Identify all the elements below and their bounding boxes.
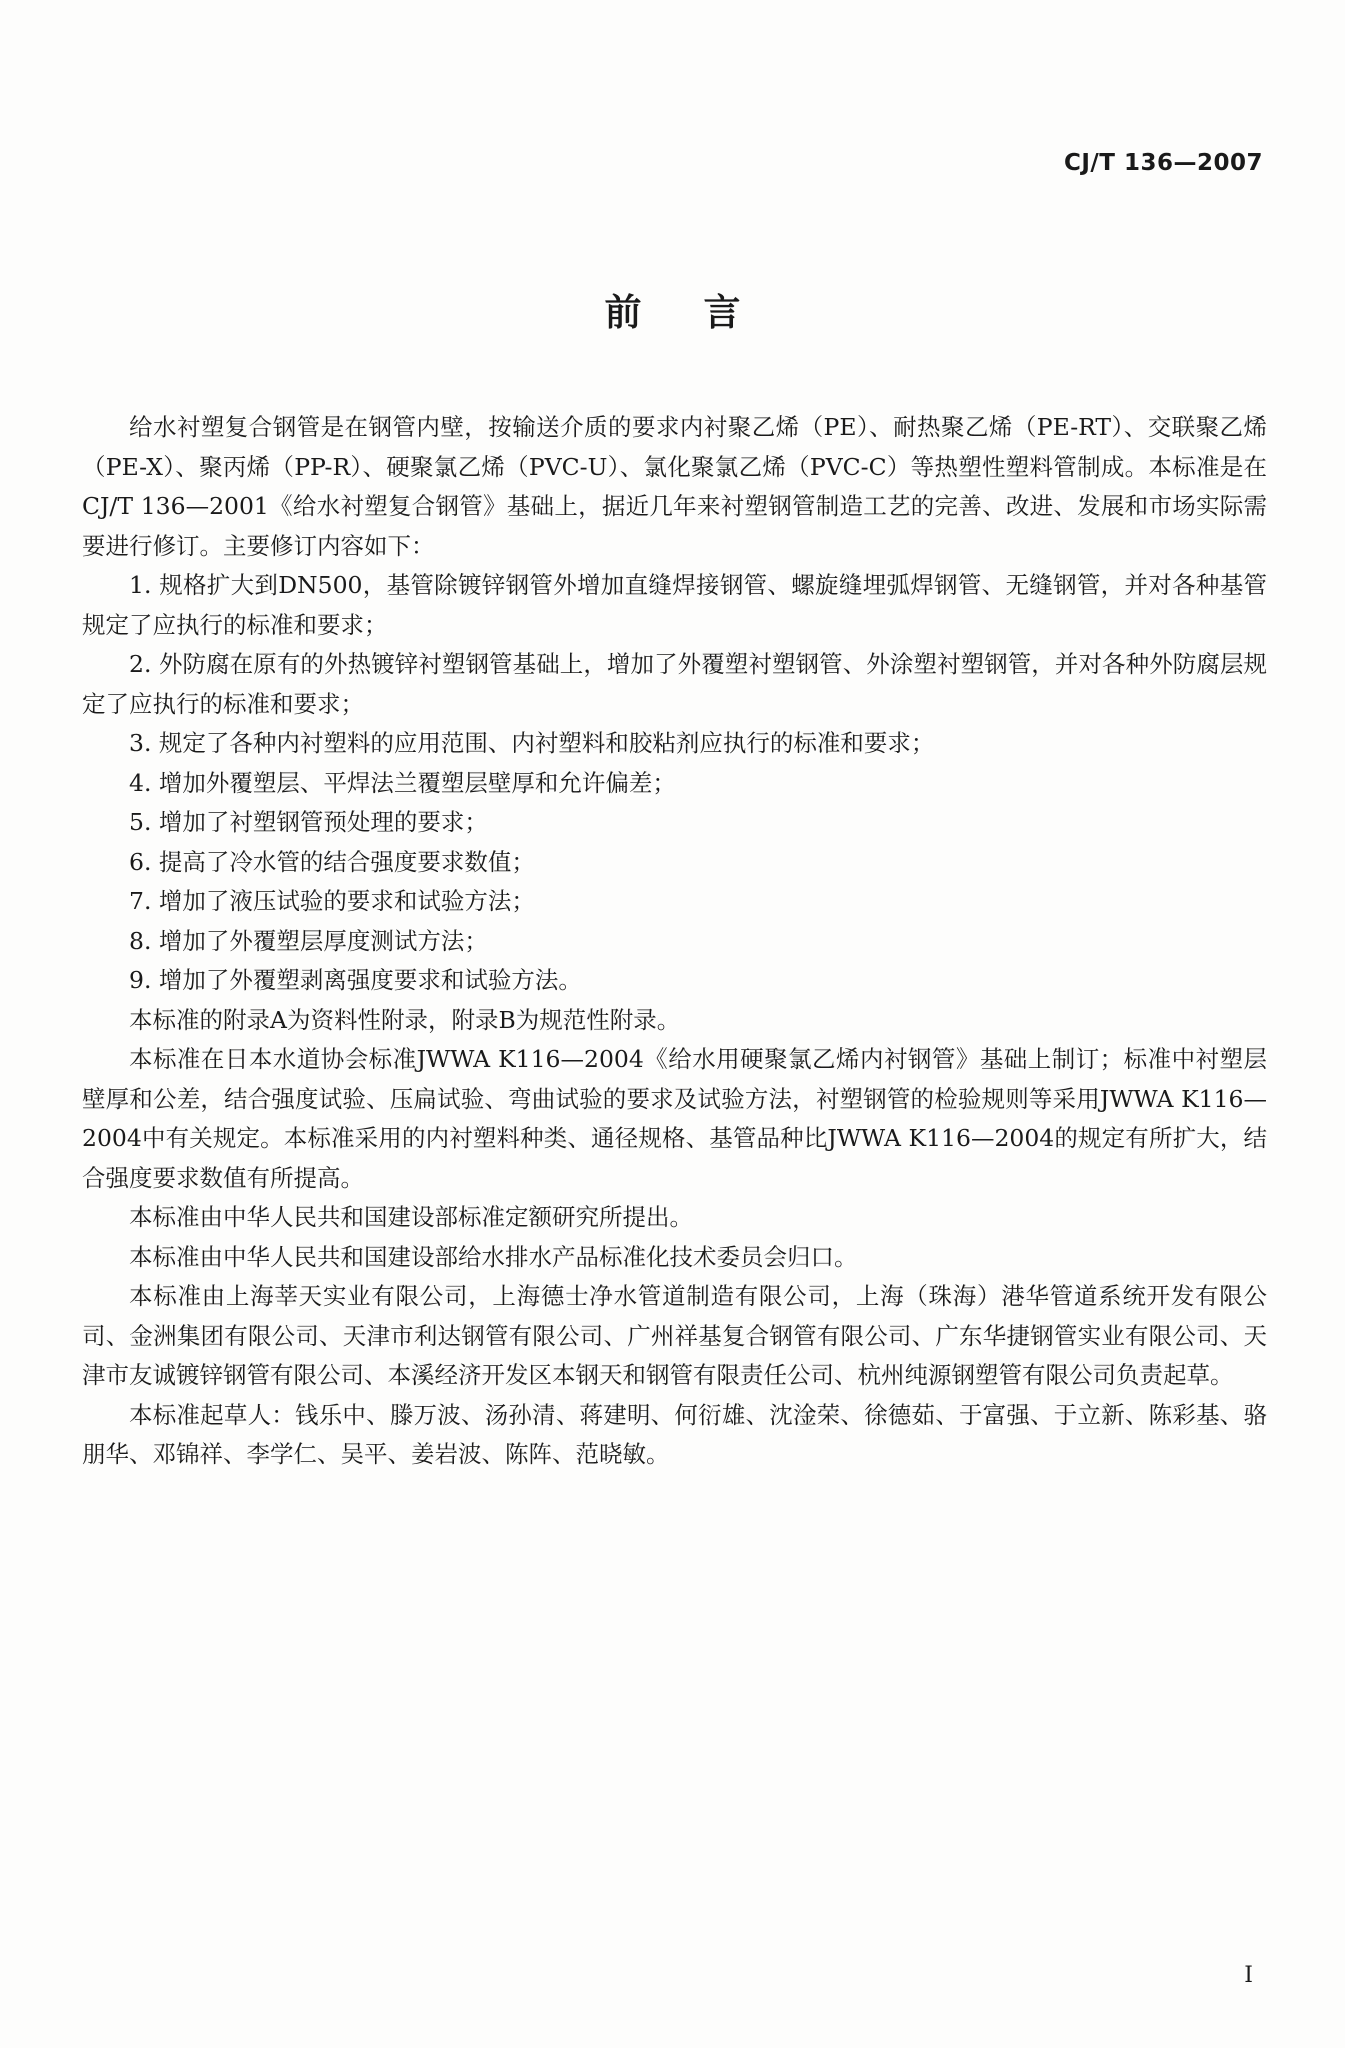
revision-item-1: 1. 规格扩大到DN500，基管除镀锌钢管外增加直缝焊接钢管、螺旋缝埋弧焊钢管、无缝钢管，并对各种基管规定了应执行的标准和要求； (82, 571, 1267, 639)
revision-item-2: 2. 外防腐在原有的外热镀锌衬塑钢管基础上，增加了外覆塑衬塑钢管、外涂塑衬塑钢管，并对各种外防腐层规定了应执行的标准和要求； (82, 650, 1267, 718)
revision-item-8: 8. 增加了外覆塑层厚度测试方法； (129, 926, 488, 955)
revision-item-7: 7. 增加了液压试验的要求和试验方法； (129, 887, 535, 915)
revision-item-6: 6. 提高了冷水管的结合强度要求数值； (129, 847, 535, 876)
paragraph-drafting-units: 本标准由上海莘天实业有限公司，上海德士净水管道制造有限公司，上海（珠海）港华管道系统开发有限公司、金洲集团有限公司、天津市利达钢管有限公司、广州祥基复合钢管有限公司、广东华捷钢管实业有限公司、天津市友诚镀锌钢管有限公司、本溪经济开发区本钢天和钢管有限责任公司、杭州纯源钢塑管有限公司负责起草。 (82, 1282, 1267, 1389)
paragraph-proposed-by: 本标准由中华人民共和国建设部标准定额研究所提出。 (129, 1203, 693, 1231)
paragraph-centralized-by: 本标准由中华人民共和国建设部给水排水产品标准化技术委员会归口。 (129, 1242, 858, 1271)
paragraph-intro: 给水衬塑复合钢管是在钢管内壁，按输送介质的要求内衬聚乙烯（PE）、耐热聚乙烯（PE-RT）、交联聚乙烯（PE-X）、聚丙烯（PP-R）、硬聚氯乙烯（PVC-U）、氯化聚氯乙烯（PVC-C）等热塑性塑料管制成。本标准是在CJ/T 136—2001《给水衬塑复合钢管》基础上，据近几年来衬塑钢管制造工艺的完善、改进、发展和市场实际需要进行修订。主要修订内容如下： (82, 413, 1267, 560)
paragraph-drafters: 本标准起草人：钱乐中、滕万波、汤孙清、蒋建明、何衍雄、沈淦荣、徐德茹、于富强、于立新、陈彩基、骆朋华、邓锦祥、李学仁、吴平、姜岩波、陈阵、范晓敏。 (82, 1400, 1267, 1468)
page-title: 前言 (604, 291, 803, 334)
revision-item-3: 3. 规定了各种内衬塑料的应用范围、内衬塑料和胶粘剂应执行的标准和要求； (129, 729, 935, 757)
revision-item-4: 4. 增加外覆塑层、平焊法兰覆塑层壁厚和允许偏差； (129, 768, 676, 797)
standard-code: CJ/T 136—2007 (1063, 150, 1263, 176)
paragraph-reference-standard: 本标准在日本水道协会标准JWWA K116—2004《给水用硬聚氯乙烯内衬钢管》基础上制订；标准中衬塑层壁厚和公差，结合强度试验、压扁试验、弯曲试验的要求及试验方法，衬塑钢管的检验规则等采用JWWA K116—2004中有关规定。本标准采用的内衬塑料种类、通径规格、基管品种比JWWA K116—2004的规定有所扩大，结合强度要求数值有所提高。 (82, 1045, 1267, 1192)
revision-item-5: 5. 增加了衬塑钢管预处理的要求； (129, 808, 488, 836)
page-number: I (1244, 1963, 1253, 1988)
paragraph-appendix: 本标准的附录A为资料性附录，附录B为规范性附录。 (129, 1005, 681, 1034)
revision-item-9: 9. 增加了外覆塑剥离强度要求和试验方法。 (129, 966, 582, 994)
foreword-body (82, 408, 1267, 1475)
